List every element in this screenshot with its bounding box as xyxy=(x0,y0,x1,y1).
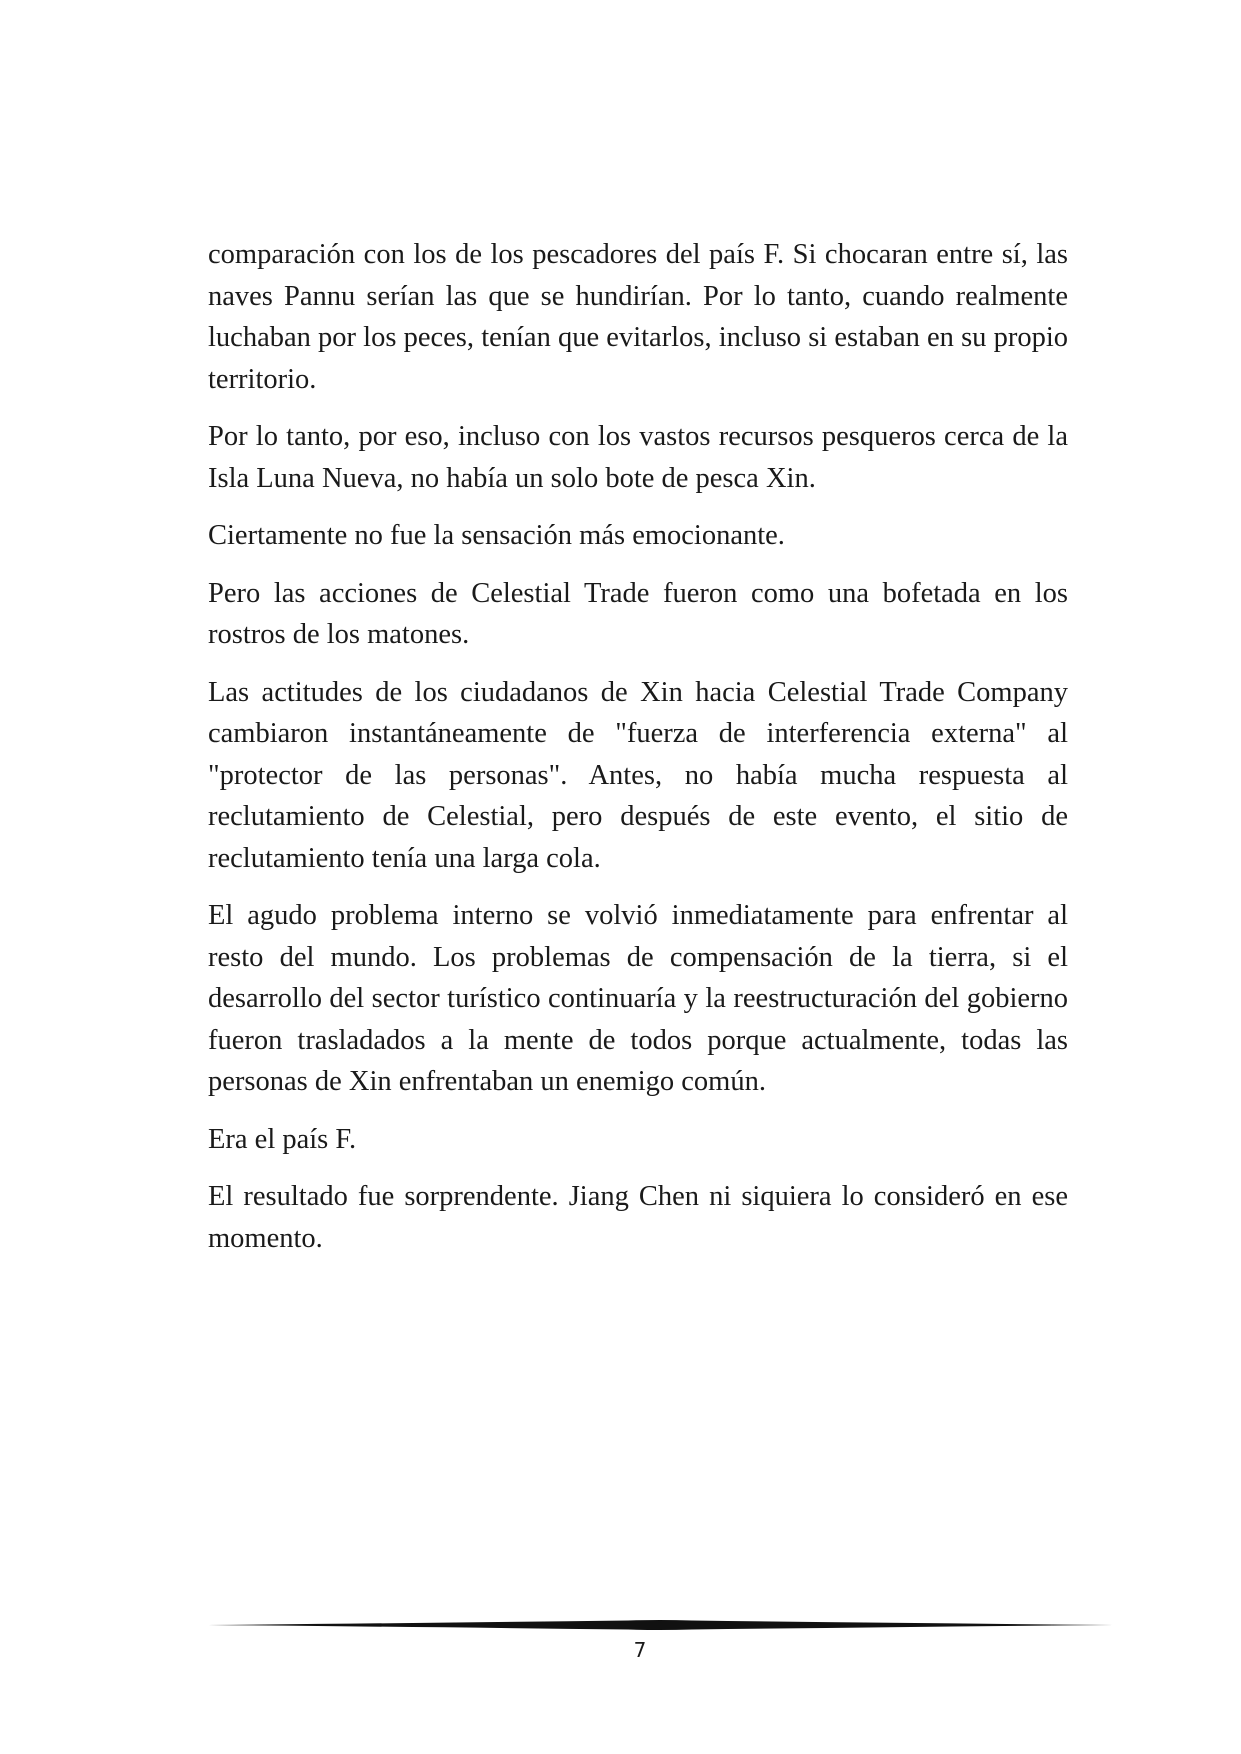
paragraph-8: El resultado fue sorprendente. Jiang Chen ni siquiera lo consideró en ese momento. xyxy=(208,1181,1068,1254)
paragraph-6: El agudo problema interno se volvió inmediatamente para enfrentar al resto del mundo. Los problemas de compensación de la tierra, si el desarrollo del sector turístico continuaría y la reestructuración del gobierno fueron trasladados a la mente de todos porque actualmente, todas las personas de Xin enfrentaban un enemigo común. xyxy=(208,900,1068,1097)
paragraph-7: Era el país F. xyxy=(208,1123,357,1155)
body-text xyxy=(208,234,1068,1275)
footer-divider xyxy=(208,1618,1113,1632)
paragraph-4: Pero las acciones de Celestial Trade fueron como una bofetada en los rostros de los matones. xyxy=(208,577,1068,650)
page-number: 7 xyxy=(633,1638,647,1662)
paragraph-5: Las actitudes de los ciudadanos de Xin hacia Celestial Trade Company cambiaron instantáneamente de "fuerza de interferencia externa" al "protector de las personas". Antes, no había mucha respuesta al reclutamiento de Celestial, pero después de este evento, el sitio de reclutamiento tenía una larga cola. xyxy=(208,676,1068,874)
paragraph-1: comparación con los de los pescadores del país F. Si chocaran entre sí, las naves Pannu serían las que se hundirían. Por lo tanto, cuando realmente luchaban por los peces, tenían que evitarlos, incluso si estaban en su propio territorio. xyxy=(208,239,1068,395)
paragraph-3: Ciertamente no fue la sensación más emocionante. xyxy=(208,520,785,551)
paragraph-2: Por lo tanto, por eso, incluso con los vastos recursos pesqueros cerca de la Isla Luna Nueva, no había un solo bote de pesca Xin. xyxy=(208,421,1068,494)
